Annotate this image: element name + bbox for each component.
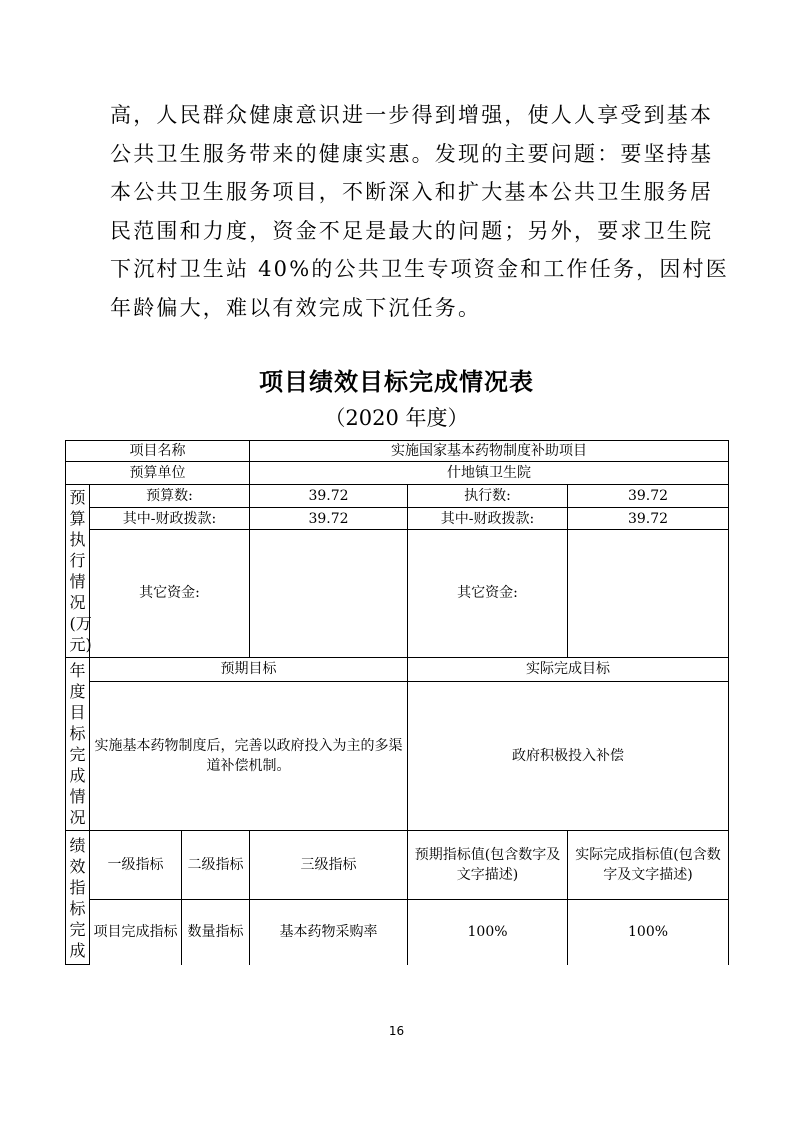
col-header-actual-value: 实际完成指标值(包含数字及文字描述) [568, 831, 729, 900]
other-funds-value [250, 529, 408, 657]
annual-section-label: 年度目标完成情况 [66, 658, 90, 831]
expected-goal-text: 实施基本药物制度后，完善以政府投入为主的多渠道补偿机制。 [90, 681, 408, 830]
table-row [66, 462, 729, 485]
actual-goal-text: 政府积极投入补偿 [408, 681, 729, 830]
table-row [66, 508, 729, 529]
paragraph-line: 年龄偏大，难以有效完成下沉任务。 [110, 295, 482, 320]
col-header-level2: 二级指标 [182, 831, 250, 900]
table-row [66, 658, 729, 682]
executed-amount-label: 执行数: [408, 485, 568, 508]
table-title: 项目绩效目标完成情况表 [259, 368, 534, 396]
fiscal-allocation-label: 其中-财政拨款: [408, 508, 568, 529]
col-header-expected-value: 预期指标值(包含数字及文字描述) [408, 831, 568, 900]
budget-section-label: 预算执行情况(万元) [66, 485, 90, 658]
paragraph-line: 高，人民群众健康意识进一步得到增强，使人人享受到基本 [110, 103, 714, 127]
fiscal-allocation-value: 39.72 [250, 508, 408, 529]
fiscal-allocation-value: 39.72 [568, 508, 729, 529]
table-row [66, 441, 729, 462]
budget-unit-label: 预算单位 [66, 462, 250, 485]
fiscal-allocation-label: 其中-财政拨款: [90, 508, 250, 529]
performance-table [65, 440, 729, 965]
table-row [66, 529, 729, 657]
table-row [66, 681, 729, 830]
actual-goal-header: 实际完成目标 [408, 658, 729, 682]
indicator-level1: 项目完成指标 [90, 900, 182, 965]
col-header-level1: 一级指标 [90, 831, 182, 900]
paragraph-line: 本公共卫生服务项目，不断深入和扩大基本公共卫生服务居 [110, 180, 714, 205]
other-funds-label: 其它资金: [408, 529, 568, 657]
indicator-expected-value: 100% [408, 900, 568, 965]
other-funds-label: 其它资金: [90, 529, 250, 657]
body-paragraph [110, 96, 729, 328]
project-name-label: 项目名称 [66, 441, 250, 462]
executed-amount-value: 39.72 [568, 485, 729, 508]
paragraph-line: 下沉村卫生站 40%的公共卫生专项资金和工作任务，因村医 [110, 257, 729, 282]
indicator-level2: 数量指标 [182, 900, 250, 965]
project-name-value: 实施国家基本药物制度补助项目 [250, 441, 729, 462]
col-header-level3: 三级指标 [250, 831, 408, 900]
table-subtitle: （2020 年度） [324, 406, 469, 430]
paragraph-line: 公共卫生服务带来的健康实惠。发现的主要问题：要坚持基 [110, 141, 714, 166]
indicator-actual-value: 100% [568, 900, 729, 965]
table-row [66, 900, 729, 965]
paragraph-line: 民范围和力度，资金不足是最大的问题；另外，要求卫生院 [110, 218, 714, 243]
table-row [66, 831, 729, 900]
indicator-level3: 基本药物采购率 [250, 900, 408, 965]
budget-amount-label: 预算数: [90, 485, 250, 508]
indicator-section-label: 绩效指标完成 [66, 831, 90, 965]
other-funds-value [568, 529, 729, 657]
page-number: 16 [388, 1024, 405, 1038]
table-row [66, 485, 729, 508]
budget-amount-value: 39.72 [250, 485, 408, 508]
expected-goal-header: 预期目标 [90, 658, 408, 682]
budget-unit-value: 什地镇卫生院 [250, 462, 729, 485]
